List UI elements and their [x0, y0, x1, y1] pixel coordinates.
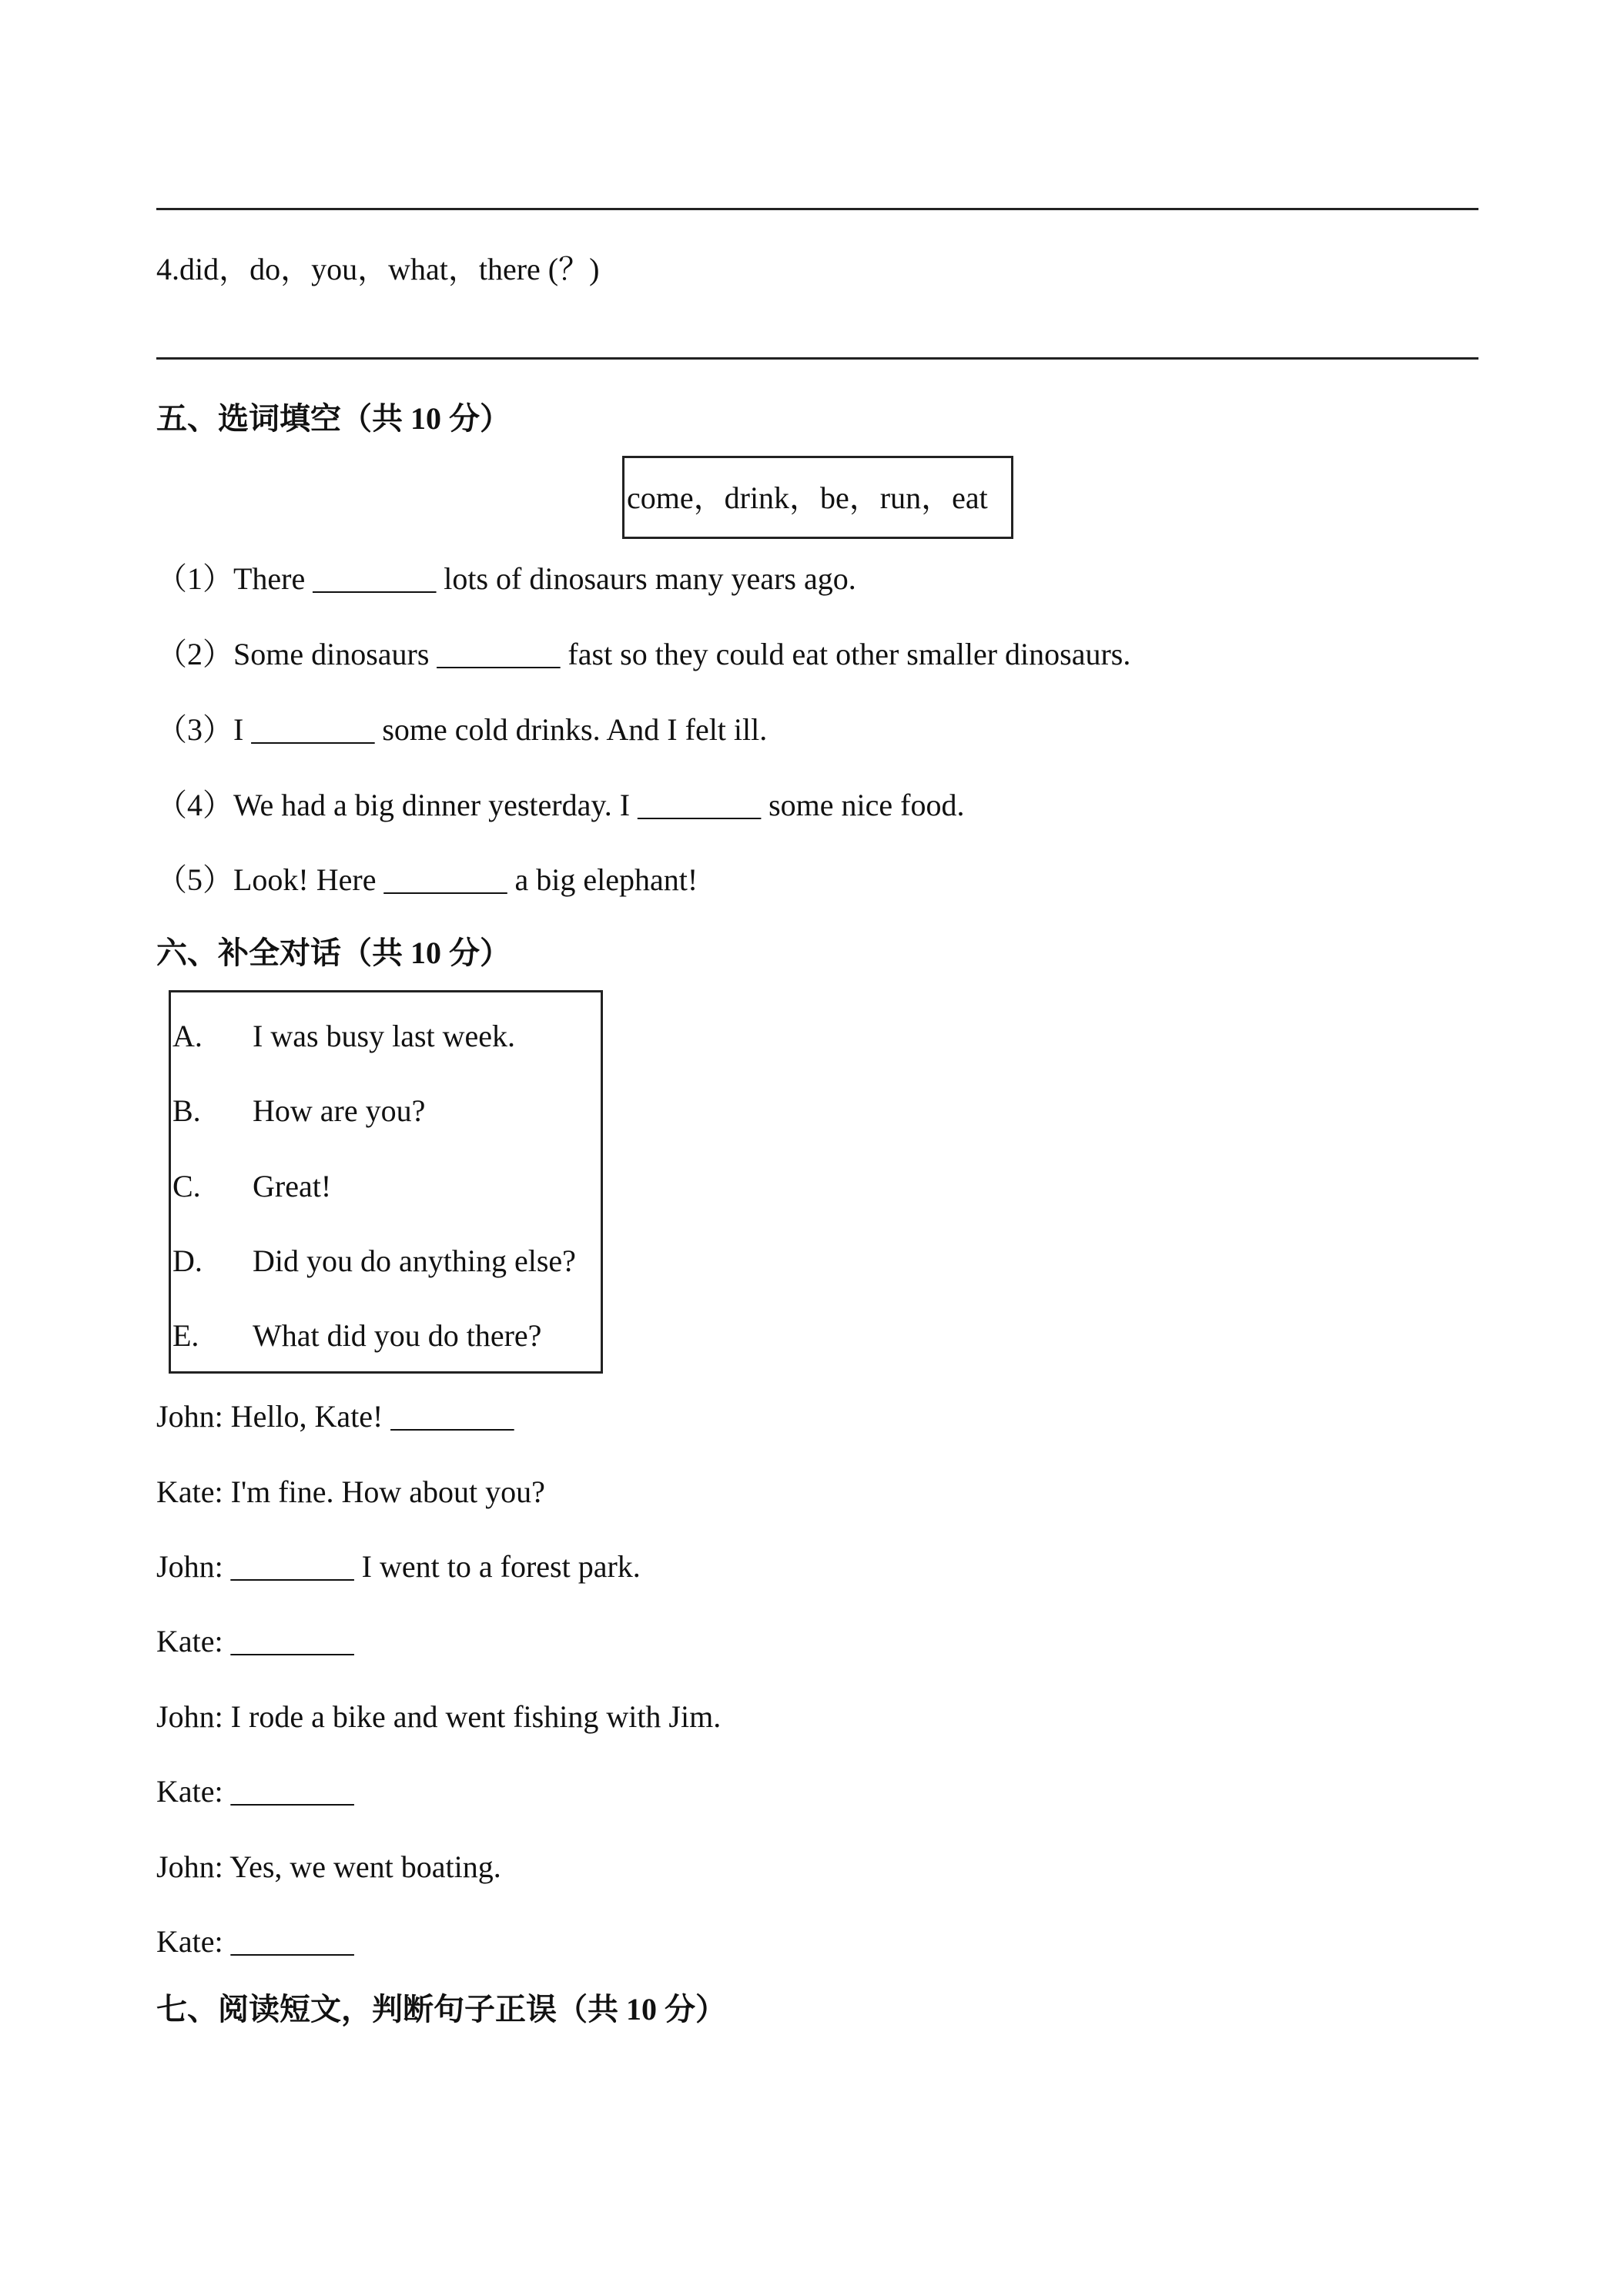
option-b: [172, 1093, 426, 1128]
fill-item-5: （5）Look! Here ________ a big elephant!: [156, 862, 698, 897]
dialogue-line: John: ________ I went to a forest park.: [156, 1549, 641, 1584]
section-6-heading: 六、补全对话（共 10 分）: [156, 935, 511, 970]
dialogue-line: John: I rode a bike and went fishing with Jim.: [156, 1699, 722, 1734]
option-letter: C.: [172, 1169, 201, 1203]
fill-item-3: （3）I ________ some cold drinks. And I felt ill.: [156, 712, 768, 747]
option-text: What did you do there?: [253, 1318, 542, 1353]
option-letter: D.: [172, 1243, 203, 1278]
dialogue-line: Kate: ________: [156, 1774, 354, 1809]
option-text: Did you do anything else?: [253, 1243, 576, 1278]
dialogue-line: Kate: ________: [156, 1624, 354, 1658]
word-bank: come，drink，be，run，eat: [627, 480, 988, 515]
section-7-heading: 七、阅读短文，判断句子正误（共 10 分）: [156, 1992, 726, 2027]
dialogue-line: Kate: I'm fine. How about you?: [156, 1474, 545, 1509]
option-e: [172, 1320, 541, 1351]
answer-line: [156, 208, 1478, 210]
option-a: [172, 1021, 515, 1052]
option-letter: B.: [172, 1093, 201, 1128]
section-5-heading: 五、选词填空（共 10 分）: [156, 401, 511, 436]
option-c: [172, 1171, 331, 1202]
option-d: [172, 1243, 576, 1278]
fill-item-4: （4）We had a big dinner yesterday. I ________ some nice food.: [156, 788, 965, 822]
option-text: How are you?: [253, 1093, 426, 1128]
option-text: I was busy last week.: [253, 1019, 516, 1053]
reorder-question-4: 4.did，do，you，what，there (？): [156, 252, 600, 286]
answer-line: [156, 357, 1478, 360]
dialogue-line: Kate: ________: [156, 1924, 354, 1959]
fill-item-1: （1）There ________ lots of dinosaurs many years ago.: [156, 561, 856, 596]
option-letter: A.: [172, 1019, 203, 1053]
dialogue-line: John: Hello, Kate! ________: [156, 1399, 514, 1434]
option-letter: E.: [172, 1318, 199, 1353]
option-text: Great!: [253, 1169, 332, 1203]
dialogue-line: John: Yes, we went boating.: [156, 1849, 501, 1884]
fill-item-2: （2）Some dinosaurs ________ fast so they could eat other smaller dinosaurs.: [156, 637, 1131, 671]
